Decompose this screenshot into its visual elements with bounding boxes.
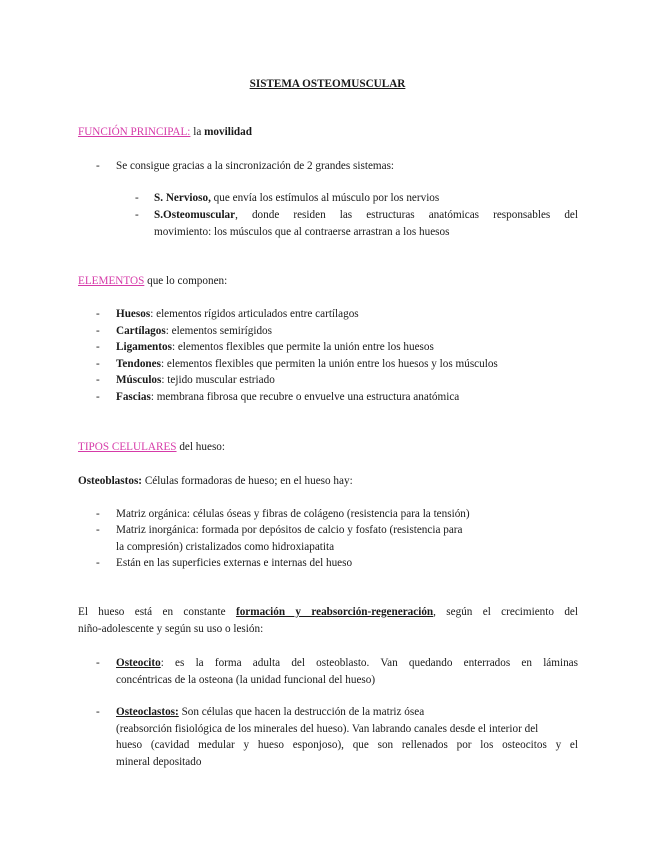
list-item: Están en las superficies externas e internas del hueso	[116, 557, 353, 569]
list-item	[116, 391, 459, 403]
bullet: -	[96, 358, 100, 370]
list-item	[116, 374, 275, 386]
sistema-item	[154, 209, 578, 221]
sistema-text-line2: movimiento: los músculos que al contraerse arrastran a los huesos	[154, 226, 450, 238]
list-item: Matriz inorgánica: formada por depósitos de calcio y fosfato (resistencia para	[116, 524, 463, 536]
list-item-line2: la compresión) cristalizados como hidroxiapatita	[116, 541, 335, 553]
item-text: : tejido muscular estriado	[161, 374, 275, 386]
osteoblastos-bold: Osteoblastos:	[78, 475, 143, 487]
list-item	[116, 325, 272, 337]
sistema-text: , donde residen las estructuras anatómicas responsables del	[235, 209, 578, 221]
hueso-paragraph-line2: niño-adolescente y según su uso o lesión:	[78, 623, 264, 635]
list-item: Matriz orgánica: células óseas y fibras de colágeno (resistencia para la tensión)	[116, 508, 470, 520]
tipos-heading: TIPOS CELULARES	[78, 441, 177, 453]
sistema-bold: S. Nervioso,	[154, 192, 211, 204]
bullet: -	[96, 557, 100, 569]
list-item	[116, 308, 359, 320]
tipos-text: del hueso:	[176, 441, 226, 453]
osteocito-line2: concéntricas de la osteona (la unidad funcional del hueso)	[116, 674, 376, 686]
funcion-heading: FUNCIÓN PRINCIPAL:	[78, 126, 191, 138]
item-text: : membrana fibrosa que recubre o envuelve una estructura anatómica	[150, 391, 460, 403]
osteoclastos-line4: mineral depositado	[116, 756, 202, 768]
funcion-text: la	[190, 126, 205, 138]
osteocito-bold: Osteocito	[116, 657, 161, 669]
elementos-heading: ELEMENTOS	[78, 275, 145, 287]
osteoblastos-line	[78, 475, 353, 487]
item-bold: Cartílagos	[116, 325, 166, 337]
osteoclastos-line3: hueso (cavidad medular y hueso esponjoso), que son rellenados por los osteocitos y el	[116, 739, 578, 751]
bullet: -	[96, 160, 100, 172]
osteoclastos-text: Son células que hacen la destrucción de la matriz ósea	[178, 706, 425, 718]
page-title: SISTEMA OSTEOMUSCULAR	[249, 78, 406, 90]
funcion-item: Se consigue gracias a la sincronización de 2 grandes sistemas:	[116, 160, 395, 172]
bullet: -	[96, 706, 100, 718]
funcion-bold: movilidad	[204, 126, 252, 138]
para-text: , según el crecimiento del	[433, 606, 578, 618]
item-text: : elementos flexibles que permiten la unión entre los huesos y los músculos	[160, 358, 498, 370]
item-bold: Fascias	[116, 391, 151, 403]
elementos-heading-line	[78, 275, 227, 287]
para-bold: formación y reabsorción-regeneración	[235, 606, 434, 618]
osteoblastos-text: Células formadoras de hueso; en el hueso hay:	[142, 475, 353, 487]
osteoclastos-line2: (reabsorción fisiológica de los minerales del hueso). Van labrando canales desde el interior del	[116, 723, 539, 735]
item-text: : elementos semirígidos	[165, 325, 272, 337]
osteocito-text: : es la forma adulta del osteoblasto. Van quedando enterrados en láminas	[160, 657, 578, 669]
osteoclastos-bold: Osteoclastos:	[116, 706, 179, 718]
elementos-text: que lo componen:	[144, 275, 228, 287]
sistema-text: que envía los estímulos al músculo por los nervios	[210, 192, 440, 204]
bullet: -	[96, 524, 100, 536]
bullet: -	[96, 657, 100, 669]
sistema-bold: S.Osteomuscular	[154, 209, 236, 221]
osteoclastos-line1	[116, 706, 424, 718]
bullet: -	[96, 325, 100, 337]
bullet: -	[135, 209, 139, 221]
bullet: -	[96, 508, 100, 520]
bullet: -	[96, 308, 100, 320]
item-text: : elementos rígidos articulados entre cartílagos	[150, 308, 359, 320]
sistema-item	[154, 192, 439, 204]
bullet: -	[96, 374, 100, 386]
list-item	[116, 341, 434, 353]
list-item	[116, 358, 498, 370]
tipos-heading-line	[78, 441, 225, 453]
para-text: El hueso está en constante	[78, 606, 236, 618]
osteocito-line1	[116, 657, 578, 669]
item-bold: Tendones	[116, 358, 161, 370]
item-text: : elementos flexibles que permite la unión entre los huesos	[171, 341, 434, 353]
bullet: -	[96, 391, 100, 403]
bullet: -	[96, 341, 100, 353]
item-bold: Músculos	[116, 374, 162, 386]
hueso-paragraph-line1	[78, 606, 578, 618]
item-bold: Huesos	[116, 308, 151, 320]
item-bold: Ligamentos	[116, 341, 172, 353]
funcion-heading-line	[78, 126, 252, 138]
bullet: -	[135, 192, 139, 204]
